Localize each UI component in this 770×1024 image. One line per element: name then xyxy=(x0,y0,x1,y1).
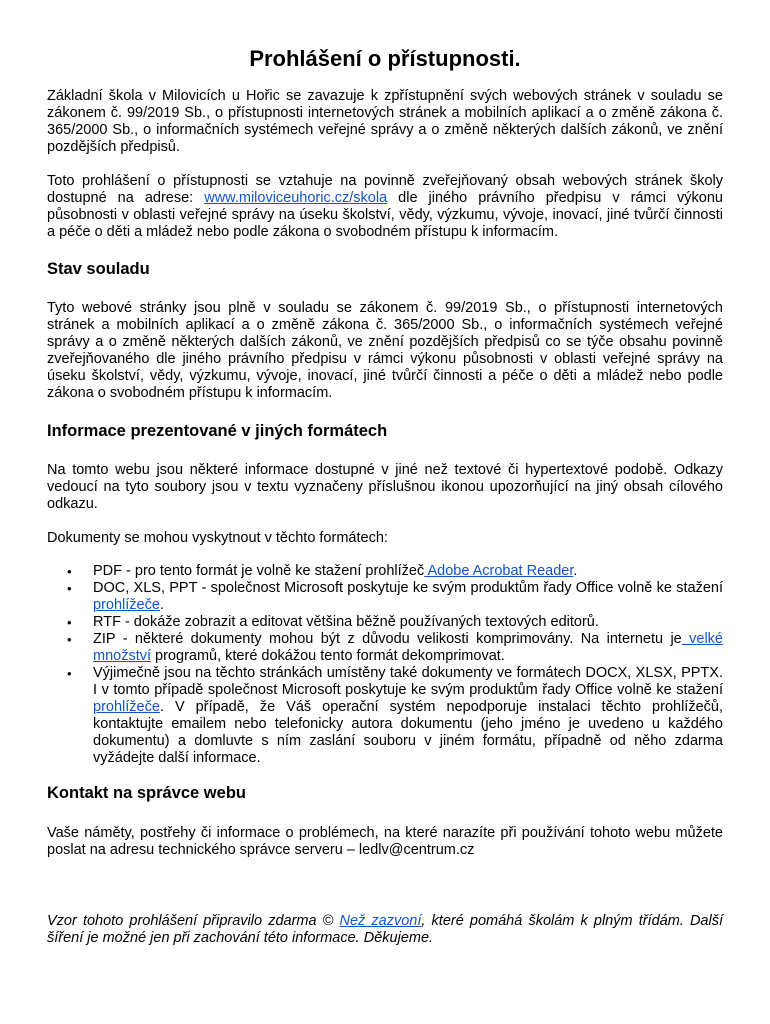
bullet-icon: • xyxy=(67,581,72,596)
list-item-doc xyxy=(47,580,723,614)
formats-list-block xyxy=(47,563,723,767)
intro-paragraph-1: Základní škola v Milovicích u Hořic se zavazuje k zpřístupnění svých webových stránek v souladu se zákonem č. 99/2019 Sb., o přístupnosti internetových stránek a mobilních aplikací a o změně zákona č. 365/2000 Sb., o informačních systémech veřejné správy a o změně některých dalších zákonů, ve znění pozdějších předpisů. xyxy=(47,88,723,155)
contact-block xyxy=(47,825,723,859)
compliance-heading: Stav souladu xyxy=(47,260,150,278)
other-formats-text-after: . V případě, že Váš operační systém nepodporuje instalaci těchto prohlížečů, kontaktujte emailem nebo telefonicky autora dokumentu (jeho jméno je uvedeno u každého dokumentu) a domluvte s ním zaslání souboru v jiném formátu, případně od něho zdarma vyžádejte další informace. xyxy=(93,699,723,766)
zip-text-after: programů, které dokážou tento formát dekomprimovat. xyxy=(151,648,505,664)
bullet-icon: • xyxy=(67,666,72,681)
zip-programs-link[interactable]: velké množství xyxy=(93,631,723,664)
pdf-text-after: . xyxy=(573,563,578,579)
intro-paragraph-1-block xyxy=(47,88,723,156)
footer-text-after: , které pomáhá školám k plným třídám. Další šíření je možné jen při zachování této informace. Děkujeme. xyxy=(47,913,723,946)
bullet-icon: • xyxy=(67,615,72,630)
formats-block xyxy=(47,462,723,513)
list-item-pdf xyxy=(47,563,723,580)
formats-list xyxy=(47,563,723,767)
intro-paragraph-2-block xyxy=(47,173,723,241)
doc-text-after: . xyxy=(159,597,164,613)
rtf-text: RTF - dokáže zobrazit a editovat většina běžně používaných textových editorů. xyxy=(93,614,599,630)
compliance-paragraph: Tyto webové stránky jsou plně v souladu se zákonem č. 99/2019 Sb., o přístupnosti internetových stránek a mobilních aplikací a o změně zákona č. 365/2000 Sb., o informačních systémech veřejné správy a o změně některých dalších zákonů, ve znění pozdějších předpisů co se týče obsahu povinně zveřejňovaného dle jiného právního předpisu v rámci výkonu působnosti v oblasti veřejné správy na úseku školství, vědy, výzkumu, vývoje, inovací, jiné tvůrčí činnosti a péče o děti a mládež nebo podle zákona o svobodném přístupu k informacím. xyxy=(47,300,723,401)
formats-list-intro: Dokumenty se mohou vyskytnout v těchto formátech: xyxy=(47,530,388,546)
doc-text: DOC, XLS, PPT - společnost Microsoft poskytuje ke svým produktům řady Office volně ke stažení xyxy=(93,580,723,596)
nez-zazvoni-link[interactable]: Než zazvoní xyxy=(339,913,422,929)
contact-heading: Kontakt na správce webu xyxy=(47,784,246,802)
formats-list-intro-block xyxy=(47,530,723,547)
pdf-text: PDF - pro tento formát je volně ke stažení prohlížeč xyxy=(93,563,425,579)
compliance-heading-block xyxy=(47,258,723,280)
formats-paragraph: Na tomto webu jsou některé informace dostupné v jiné než textové či hypertextové podobě. Odkazy vedoucí na tyto soubory jsou v textu vyznačeny příslušnou ikonou upozorňující na jiný obsah cílového odkazu. xyxy=(47,462,723,512)
bullet-icon: • xyxy=(67,564,72,579)
other-formats-text: Výjimečně jsou na těchto stránkách umístěny také dokumenty ve formátech DOCX, XLSX, PPTX. I v tomto případě společnost Microsoft poskytuje ke svým produktům řady Office volně ke stažení xyxy=(93,665,723,698)
formats-heading-block xyxy=(47,420,723,442)
zip-text: ZIP - některé dokumenty mohou být z důvodu velikosti komprimovány. Na internetu je xyxy=(93,631,682,647)
office-viewers-link-2[interactable]: prohlížeče xyxy=(93,699,160,715)
website-link[interactable]: www.miloviceuhoric.cz/skola xyxy=(204,190,388,206)
intro-p2-text-after: dle jiného právního předpisu v rámci výkonu působnosti v oblasti veřejné správy na úseku školství, vědy, výzkumu, vývoje, inovací, jiné tvůrčí činnosti a péče o děti a mládež nebo podle zákona o svobodném přístupu k informacím. xyxy=(47,190,723,240)
contact-paragraph: Vaše náměty, postřehy či informace o problémech, na které narazíte při používání tohoto webu můžete poslat na adresu technického správce serveru – ledlv@centrum.cz xyxy=(47,825,723,858)
list-item-zip xyxy=(47,631,723,665)
intro-paragraph-2 xyxy=(47,173,723,241)
list-item-rtf xyxy=(47,614,723,631)
bullet-icon: • xyxy=(67,632,72,647)
page-title: Prohlášení o přístupnosti. xyxy=(249,46,521,71)
intro-p2-text-before: Toto prohlášení o přístupnosti se vztahuje na povinně zveřejňovaný obsah webových stránek školy dostupné na adrese: xyxy=(47,173,723,206)
list-item-other-formats xyxy=(47,665,723,767)
contact-heading-block xyxy=(47,782,723,804)
adobe-reader-link[interactable]: Adobe Acrobat Reader xyxy=(424,563,574,579)
compliance-block xyxy=(47,300,723,402)
footer-paragraph xyxy=(47,913,723,947)
footer-text-before: Vzor tohoto prohlášení připravilo zdarma © xyxy=(47,913,340,929)
formats-heading: Informace prezentované v jiných formátech xyxy=(47,422,388,440)
footer xyxy=(47,913,723,947)
office-viewers-link[interactable]: prohlížeče xyxy=(93,597,160,613)
